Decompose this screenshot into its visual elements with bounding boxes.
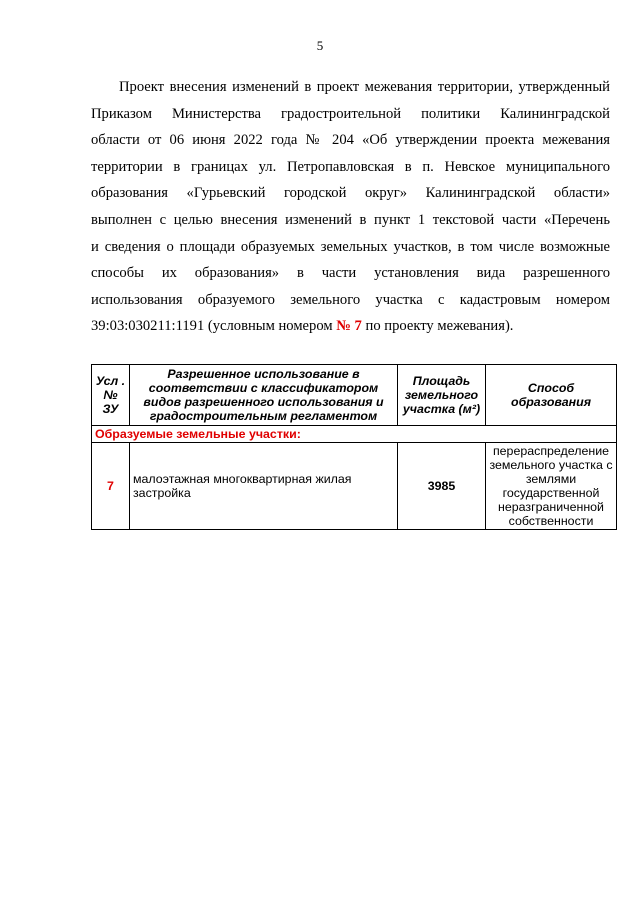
cell-permitted-use: малоэтажная многоквартирная жилая застройка bbox=[130, 443, 398, 530]
table-header-row bbox=[92, 365, 617, 426]
cell-method: перераспределение земельного участка с землями государственной неразграниченной собственности bbox=[486, 443, 617, 530]
paragraph-line: выполнен с целью внесения изменений в пункт 1 текстовой части «Перечень bbox=[91, 211, 610, 228]
body-paragraph bbox=[91, 74, 610, 340]
paragraph-line: и сведения о площади образуемых земельных участков, в том числе возможные bbox=[91, 238, 610, 255]
cell-area: 3985 bbox=[398, 443, 486, 530]
paragraph-line: Проект внесения изменений в проект межевания территории, утвержденный bbox=[119, 79, 610, 95]
paragraph-line: области от 06 июня 2022 года № 204 «Об утверждении проекта межевания bbox=[91, 132, 610, 149]
land-plots-table bbox=[91, 364, 617, 530]
paragraph-line: образования «Гурьевский городской округ» Калининградской области» bbox=[91, 185, 610, 202]
header-method: Способ образования bbox=[486, 365, 617, 426]
paragraph-line: использования образуемого земельного участка с кадастровым номером bbox=[91, 291, 610, 308]
cell-number: 7 bbox=[92, 443, 130, 530]
paragraph-line: Приказом Министерства градостроительной политики Калининградской bbox=[91, 105, 610, 122]
parcel-number-highlight: № 7 bbox=[336, 318, 362, 335]
page-number: 5 bbox=[316, 38, 324, 53]
header-area: Площадь земельного участка (м²) bbox=[398, 365, 486, 426]
table-row bbox=[92, 443, 617, 530]
paragraph-line: территории в границах ул. Петропавловская в п. Невское муниципального bbox=[91, 158, 610, 175]
header-number: Усл . № ЗУ bbox=[92, 365, 130, 426]
paragraph-line: способы их образования» в части установления вида разрешенного bbox=[91, 265, 610, 282]
paragraph-last-line bbox=[91, 313, 610, 340]
header-permitted-use: Разрешенное использование в соответствии с классификатором видов разрешенного использования и градостроительным регламентом bbox=[130, 365, 398, 426]
section-label: Образуемые земельные участки: bbox=[92, 426, 617, 443]
paragraph-text: по проекту межевания). bbox=[361, 318, 514, 335]
paragraph-text: 39:03:030211:1191 (условным номером bbox=[91, 318, 337, 335]
table-section-row bbox=[92, 426, 617, 443]
